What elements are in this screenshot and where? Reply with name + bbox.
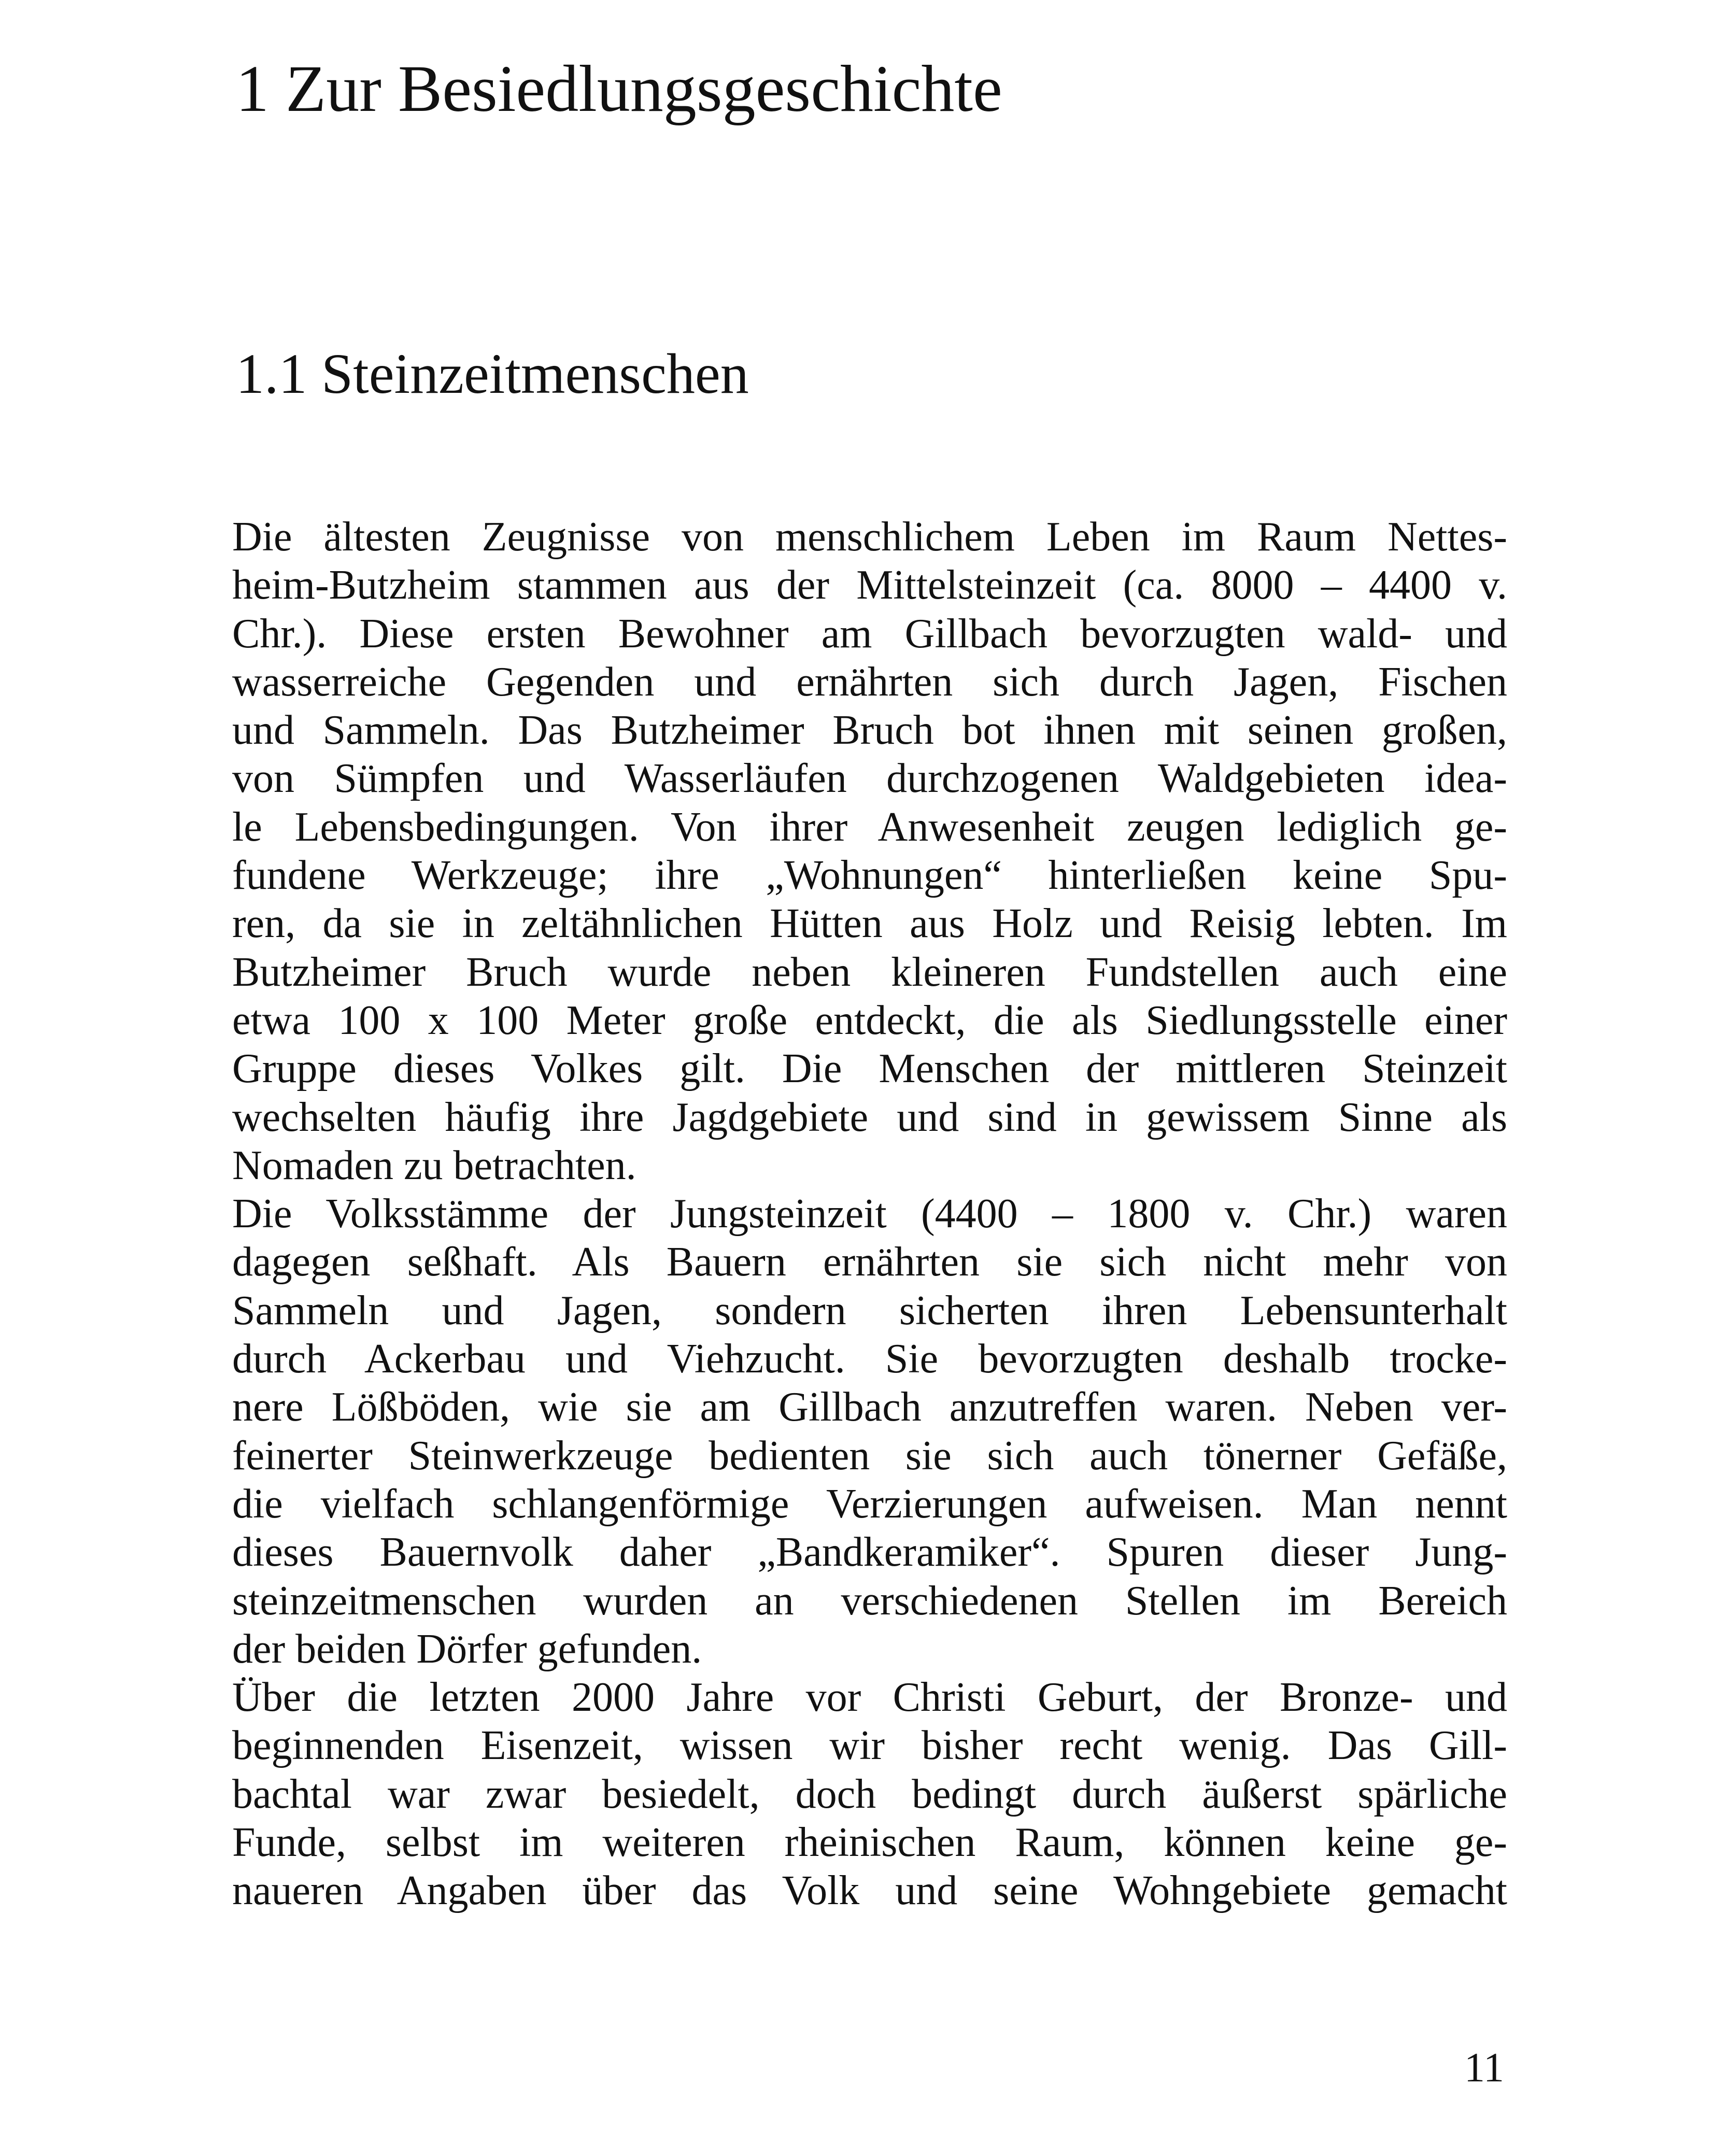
text-line: fundene Werkzeuge; ihre „Wohnungen“ hinterließen keine Spu- [232,853,1507,899]
text-line: naueren Angaben über das Volk und seine Wohngebiete gemacht [232,1868,1507,1914]
text-line: wasserreiche Gegenden und ernährten sich durch Jagen, Fischen [232,659,1507,705]
text-line: ren, da sie in zeltähnlichen Hütten aus Holz und Reisig lebten. Im [232,901,1507,947]
text-line: Funde, selbst im weiteren rheinischen Raum, können keine ge- [232,1820,1507,1866]
text-line: le Lebensbedingungen. Von ihrer Anwesenheit zeugen lediglich ge- [232,804,1507,850]
text-line: die vielfach schlangenförmige Verzierungen aufweisen. Man nennt [232,1481,1507,1527]
text-line: Gruppe dieses Volkes gilt. Die Menschen der mittleren Steinzeit [232,1046,1507,1092]
text-line: wechselten häufig ihre Jagdgebiete und sind in gewissem Sinne als [232,1094,1507,1140]
text-line: feinerter Steinwerkzeuge bedienten sie sich auch tönerner Gefäße, [232,1432,1507,1479]
text-line: der beiden Dörfer gefunden. [232,1626,702,1672]
text-line: Die ältesten Zeugnisse von menschlichem Leben im Raum Nettes- [232,514,1507,560]
text-line: bachtal war zwar besiedelt, doch bedingt durch äußerst spärliche [232,1771,1507,1817]
text-line: Über die letzten 2000 Jahre vor Christi Geburt, der Bronze- und [232,1675,1507,1721]
page-number: 11 [1464,2045,1504,2091]
text-line: dagegen seßhaft. Als Bauern ernährten sie sich nicht mehr von [232,1239,1507,1285]
text-line: dieses Bauernvolk daher „Bandkeramiker“. Spuren dieser Jung- [232,1529,1507,1576]
text-line: nere Lößböden, wie sie am Gillbach anzutreffen waren. Neben ver- [232,1384,1507,1430]
chapter-title: 1 Zur Besiedlungsgeschichte [236,52,1002,125]
text-line: Nomaden zu betrachten. [232,1142,636,1188]
text-line: Chr.). Diese ersten Bewohner am Gillbach bevorzugten wald- und [232,611,1507,657]
text-line: etwa 100 x 100 Meter große entdeckt, die als Siedlungsstelle einer [232,997,1507,1043]
text-line: Butzheimer Bruch wurde neben kleineren Fundstellen auch eine [232,949,1507,995]
text-line: von Sümpfen und Wasserläufen durchzogenen Waldgebieten idea- [232,756,1507,802]
body-text [232,513,1507,1916]
text-line: steinzeitmenschen wurden an verschiedenen Stellen im Bereich [232,1578,1507,1624]
text-line: und Sammeln. Das Butzheimer Bruch bot ihnen mit seinen großen, [232,707,1507,754]
text-line: beginnenden Eisenzeit, wissen wir bisher recht wenig. Das Gill- [232,1723,1507,1769]
section-title: 1.1 Steinzeitmenschen [236,342,749,405]
text-line: Sammeln und Jagen, sondern sicherten ihren Lebensunterhalt [232,1287,1507,1334]
text-line: Die Volksstämme der Jungsteinzeit (4400 – 1800 v. Chr.) waren [232,1191,1507,1237]
text-line: heim-Butzheim stammen aus der Mittelsteinzeit (ca. 8000 – 4400 v. [232,562,1507,608]
text-line: durch Ackerbau und Viehzucht. Sie bevorzugten deshalb trocke- [232,1336,1507,1382]
